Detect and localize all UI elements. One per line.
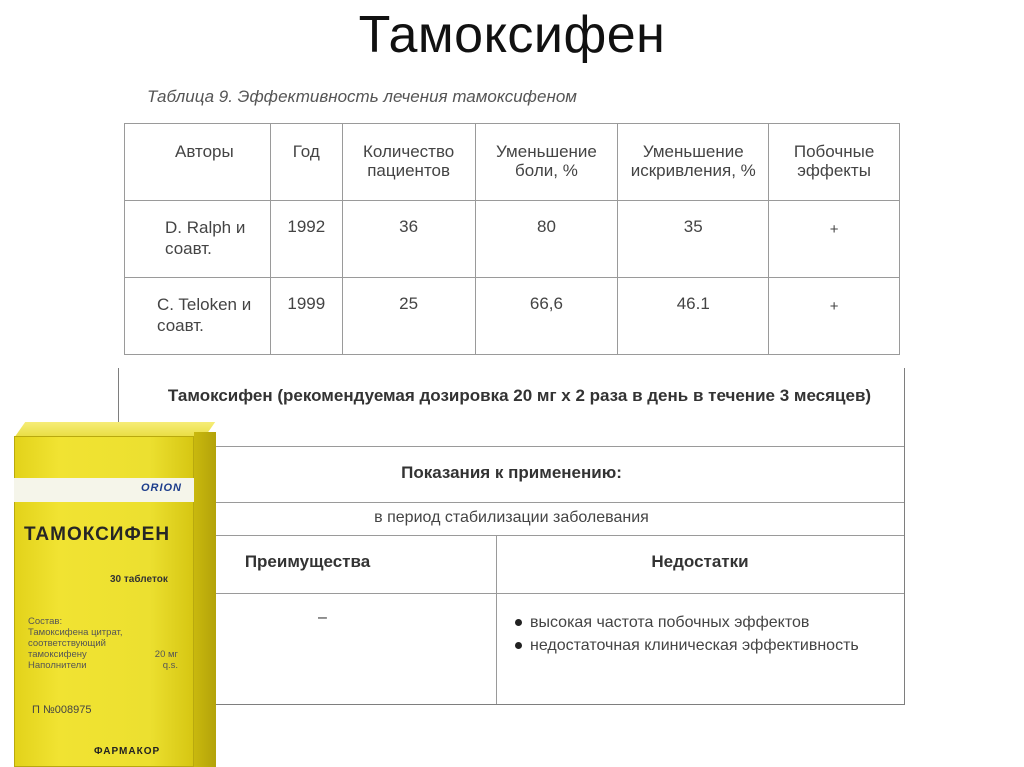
indication-text: в период стабилизации заболевания bbox=[374, 509, 649, 526]
composition-line: тамоксифену bbox=[28, 649, 87, 660]
advantages-heading: Преимущества bbox=[244, 552, 371, 571]
composition-line: соответствующий bbox=[28, 638, 106, 649]
disadvantages-list bbox=[513, 612, 893, 658]
table-cell: 46.1 bbox=[618, 278, 769, 355]
box-registration-number: П №008975 bbox=[32, 704, 92, 716]
table-caption: Таблица 9. Эффективность лечения тамоксифеном bbox=[147, 87, 577, 106]
divider bbox=[119, 593, 904, 594]
table-cell: + bbox=[769, 278, 900, 355]
composition-line: Тамоксифена цитрат, bbox=[28, 627, 123, 638]
header-cell: Авторы bbox=[125, 124, 271, 201]
box-front-face bbox=[14, 436, 194, 767]
filler-amount: q.s. bbox=[162, 660, 178, 671]
box-side-face bbox=[194, 432, 216, 767]
header-cell: Год bbox=[270, 124, 342, 201]
table-cell: 25 bbox=[342, 278, 475, 355]
table-cell: 80 bbox=[475, 201, 618, 278]
slide-title: Тамоксифен bbox=[358, 6, 666, 64]
table-cell: 1992 bbox=[270, 201, 342, 278]
recommendation-box bbox=[118, 368, 905, 705]
divider bbox=[119, 502, 904, 503]
header-cell: Побочные эффекты bbox=[769, 124, 900, 201]
list-item: высокая частота побочных эффектов bbox=[513, 612, 893, 633]
table-cell: 35 bbox=[618, 201, 769, 278]
table-cell: 66,6 bbox=[475, 278, 618, 355]
box-product-name: ТАМОКСИФЕН bbox=[24, 524, 171, 545]
table-cell: + bbox=[769, 201, 900, 278]
table-cell: 36 bbox=[342, 201, 475, 278]
filler-label: Наполнители bbox=[28, 660, 87, 671]
composition-amount: 20 мг bbox=[154, 649, 178, 660]
table-cell: C. Teloken и соавт. bbox=[125, 278, 271, 355]
table-row bbox=[125, 278, 900, 355]
disadvantages-heading: Недостатки bbox=[651, 552, 749, 571]
medicine-box-image bbox=[0, 420, 225, 767]
composition-row bbox=[28, 649, 178, 660]
composition-row bbox=[28, 660, 178, 671]
table-cell: D. Ralph и соавт. bbox=[125, 201, 271, 278]
box-tablet-count: 30 таблеток bbox=[110, 574, 168, 585]
header-cell: Уменьшение боли, % bbox=[475, 124, 618, 201]
advantages-value: – bbox=[318, 609, 327, 626]
orion-logo: ORION bbox=[140, 482, 182, 494]
divider bbox=[119, 446, 904, 447]
table-cell: 1999 bbox=[270, 278, 342, 355]
header-cell: Уменьшение искривления, % bbox=[618, 124, 769, 201]
dosage-text: Тамоксифен (рекомендуемая дозировка 20 мг х 2 раза в день в течение 3 месяцев) bbox=[167, 386, 872, 405]
divider bbox=[119, 535, 904, 536]
box-composition bbox=[28, 616, 178, 671]
table-header-row bbox=[125, 124, 900, 201]
header-cell: Количество пациентов bbox=[342, 124, 475, 201]
indications-heading: Показания к применению: bbox=[401, 463, 622, 482]
list-item: недостаточная клиническая эффективность bbox=[513, 635, 893, 656]
efficacy-table bbox=[124, 123, 900, 355]
table-row bbox=[125, 201, 900, 278]
box-brand: ФАРМАКОР bbox=[94, 746, 161, 757]
composition-title: Состав: bbox=[28, 616, 63, 627]
